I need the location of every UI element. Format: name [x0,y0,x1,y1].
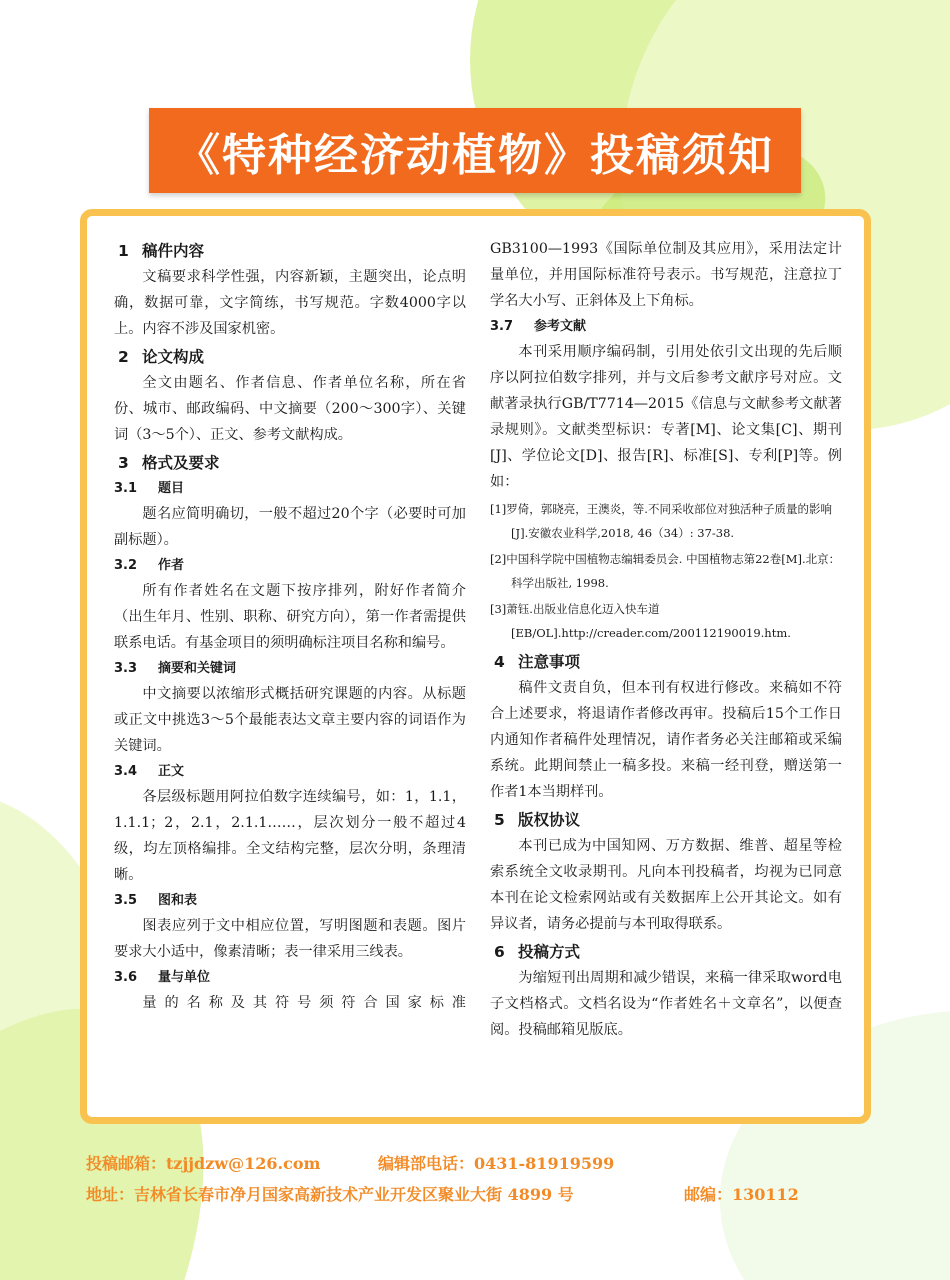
section-number: 3 [118,454,129,472]
left-column [114,236,466,1016]
subsection-number: 3.4 [114,764,138,779]
subsection-heading [490,314,842,339]
right-column [490,236,842,1043]
subsection-text: 量的名称及其符号须符合国家标准 [142,995,466,1011]
subsection-title: 参考文献 [534,319,587,334]
subsection-title: 量与单位 [158,970,211,985]
subsection-text-continued: GB3100—1993《国际单位制及其应用》，采用法定计量单位，并用国际标准符号表示。书写规范，注意拉丁学名大小写、正斜体及上下角标。 [490,241,842,309]
section-heading [490,649,842,675]
section-number: 5 [494,811,505,829]
subsection-text: 题名应简明确切，一般不超过20个字（必要时可加副标题）。 [114,506,466,548]
section-heading [114,238,466,264]
address: 地址：吉林省长春市净月国家高新技术产业开发区聚业大街 4899 号 [86,1185,574,1204]
editorial-phone: 编辑部电话：0431-81919599 [378,1154,615,1173]
subsection-title: 题目 [158,481,185,496]
subsection-heading [114,888,466,913]
subsection-heading [114,656,466,681]
section-number: 4 [494,653,505,671]
subsection-number: 3.7 [490,319,514,334]
subsection-heading [114,476,466,501]
subsection-text: 图表应列于文中相应位置，写明图题和表题。图片要求大小适中，像素清晰；表一律采用三线表。 [114,918,466,960]
subsection-heading [114,759,466,784]
subsection-title: 图和表 [158,893,198,908]
subsection-text: 中文摘要以浓缩形式概括研究课题的内容。从标题或正文中挑选3～5个最能表达文章主要内容的词语作为关键词。 [114,686,466,754]
reference-item: [3]萧钰.出版业信息化迈入快车道[EB/OL].http://creader.com/200112190019.htm. [490,602,791,640]
section-heading [114,450,466,476]
reference-item: [1]罗倚，郭晓亮，王澳炎，等.不同采收部位对独活种子质量的影响[J].安徽农业科学,2018, 46（34）: 37-38. [490,502,832,540]
section-title: 注意事项 [518,653,581,671]
section-text: 为缩短刊出周期和减少错误，来稿一律采取word电子文档格式。文档名设为“作者姓名＋文章名”，以便查阅。投稿邮箱见版底。 [490,970,842,1038]
postcode: 邮编：130112 [684,1185,799,1204]
section-title: 投稿方式 [518,943,581,961]
subsection-title: 摘要和关键词 [158,661,237,676]
section-heading [490,939,842,965]
subsection-title: 正文 [158,764,185,779]
subsection-number: 3.3 [114,661,138,676]
footer-address-line [86,1182,799,1205]
section-number: 2 [118,348,129,366]
section-title: 论文构成 [142,348,205,366]
section-number: 6 [494,943,505,961]
section-title: 格式及要求 [142,454,220,472]
subsection-heading [114,553,466,578]
section-text: 稿件文责自负，但本刊有权进行修改。来稿如不符合上述要求，将退请作者修改再审。投稿后15个工作日内通知作者稿件处理情况，请作者务必关注邮箱或采编系统。此期间禁止一稿多投。来稿一经刊登，赠送第一作者1本当期样刊。 [490,680,842,800]
subsection-text: 本刊采用顺序编码制，引用处依引文出现的先后顺序以阿拉伯数字排列，并与文后参考文献序号对应。文献著录执行GB/T7714—2015《信息与文献参考文献著录规则》。文献类型标识：专著[M]、论文集[C]、期刊[J]、学位论文[D]、报告[R]、标准[S]、专利[P]等。例如： [490,344,842,490]
content-panel [80,209,871,1124]
section-number: 1 [118,242,129,260]
footer-contact-line [86,1151,614,1174]
subsection-heading [114,965,466,990]
page-title: 《特种经济动植物》投稿须知 [176,129,774,181]
subsection-number: 3.1 [114,481,138,496]
subsection-title: 作者 [158,558,185,573]
page-title-banner [149,108,801,193]
submission-email: 投稿邮箱：tzjjdzw@126.com [86,1154,321,1173]
subsection-number: 3.5 [114,893,138,908]
subsection-number: 3.6 [114,970,138,985]
section-text: 文稿要求科学性强，内容新颖，主题突出，论点明确，数据可靠，文字简练，书写规范。字数4000字以上。内容不涉及国家机密。 [114,269,466,337]
subsection-text: 各层级标题用阿拉伯数字连续编号，如：1，1.1，1.1.1；2，2.1，2.1.1……，层次划分一般不超过4级，均左顶格编排。全文结构完整，层次分明，条理清晰。 [114,789,466,883]
section-title: 稿件内容 [142,242,205,260]
reference-item: [2]中国科学院中国植物志编辑委员会. 中国植物志第22卷[M].北京：科学出版社, 1998. [490,552,841,590]
section-text: 全文由题名、作者信息、作者单位名称，所在省份、城市、邮政编码、中文摘要（200～300字）、关键词（3～5个）、正文、参考文献构成。 [114,375,466,443]
section-title: 版权协议 [518,811,581,829]
subsection-number: 3.2 [114,558,138,573]
subsection-text: 所有作者姓名在文题下按序排列，附好作者简介（出生年月、性别、职称、研究方向），第一作者需提供联系电话。有基金项目的须明确标注项目名称和编号。 [114,583,466,651]
section-heading [490,807,842,833]
section-text: 本刊已成为中国知网、万方数据、维普、超星等检索系统全文收录期刊。凡向本刊投稿者，均视为已同意本刊在论文检索网站或有关数据库上公开其论文。如有异议者，请务必提前与本刊取得联系。 [490,838,842,932]
section-heading [114,344,466,370]
